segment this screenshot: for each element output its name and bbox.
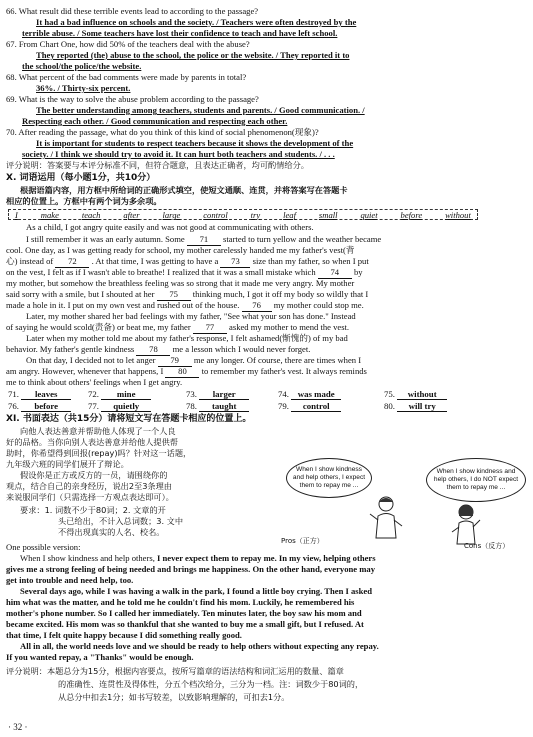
question-67: 67. From Chart One, how did 50% of the teachers deal with the abuse? <box>6 39 250 49</box>
passage-line: On that day, I decided not to let anger 79 me any longer. Of course, there are times when I <box>26 355 362 365</box>
answer-74: 74. was made <box>278 389 341 400</box>
page-number: · 32 · <box>8 722 28 732</box>
essay-line: Several days ago, while I was having a walk in the park, I found a little boy crying. Then I asked <box>20 586 372 596</box>
answer-66-line1: It had a bad influence on schools and the society. / Teachers were often destroyed by the <box>36 17 357 27</box>
word-box-item: leaf <box>283 209 296 220</box>
passage-line: As a child, I got angry quite easily and was not good at communicating with others. <box>26 222 314 232</box>
cons-label: Cons（反方） <box>464 542 510 550</box>
passage-line: on the vest, I felt as if I wasn't able to breathe! I realized that it was a small mistake which 74 by <box>6 267 363 277</box>
blank-79: 79 <box>158 355 192 367</box>
word-box-item: after <box>123 209 140 220</box>
essay-line: that time, I felt quite happy because I did something really good. <box>6 630 242 640</box>
answer-69-line1: The better understanding among teachers, students and parents. / Good communication. / <box>36 105 365 115</box>
answer-70-line1: It is important for students to respect teachers because it shows the development of the <box>36 138 354 148</box>
pros-speech-bubble: When I show kindness and help others, I expect them to repay me ... <box>286 458 372 498</box>
answer-68: 36%. / Thirty-six percent. <box>36 83 131 93</box>
passage-line: am angry. However, whenever that happens, I 80 to remember my father's vest. It always reminds <box>6 366 367 376</box>
cons-student-illustration <box>446 502 486 546</box>
word-box-item: large <box>162 209 181 220</box>
task-text: 好的品格。当你向别人表达善意并给他人提供帮 <box>6 437 178 447</box>
passage-line: of saying he would scold(责备) or beat me, my father 77 asked my mother to mend the vest. <box>6 322 350 332</box>
answer-66-line2: terrible abuse. / Some teachers have lost their confidence to teach and have left school. <box>22 28 338 38</box>
word-box-item: try <box>250 209 261 220</box>
blank-76: 76 <box>242 300 272 312</box>
passage-line: cool. One day, as I was getting ready for school, my mother carelessly handed me my father's vest(背 <box>6 245 355 255</box>
question-70: 70. After reading the passage, what do you think of this kind of social phenomenon(现象)? <box>6 127 319 137</box>
passage-line: 心) instead of 72 . At that time, I was getting to have a 73 size than my father, so when I put <box>6 256 369 266</box>
blank-73: 73 <box>220 256 250 268</box>
answer-70-line2: society. / I think we should try to avoid it. It can hurt both teachers and students. / . . . <box>22 149 335 159</box>
blank-78: 78 <box>136 344 170 356</box>
question-66: 66. What result did these terrible events lead to according to the passage? <box>6 6 259 16</box>
requirement-text: 不得出现真实的人名、校名。 <box>58 527 165 537</box>
requirement-text: 要求：1. 词数不少于80词；2. 文章的开 <box>20 505 166 515</box>
essay-line: get into trouble and need help, too. <box>6 575 134 585</box>
answer-78: 78. taught <box>186 401 249 412</box>
answer-73: 73. larger <box>186 389 249 400</box>
answer-80: 80. will try <box>384 401 447 412</box>
answer-69-line2: Respecting each other. / Good communication and respecting each other. <box>22 116 288 126</box>
scoring-note: 评分说明：本题总分为15分，根据内容要点，按所写篇章的语法结构和词汇运用的数量、篇章 <box>6 666 344 676</box>
essay-label: One possible version: <box>6 542 81 552</box>
passage-line: said sorry with a smile, but I shouted at her 75 thinking much, I got it off my body so wildly that I <box>6 289 369 299</box>
passage-line: Later, my mother shared her bad feelings with my father, "See what your son has done." Instead <box>26 311 356 321</box>
scoring-note: 从总分中扣去1分；如书写较差，以致影响理解的，可扣去1分。 <box>58 692 290 702</box>
essay-line: When I show kindness and help others, I never expect them to repay me. In my view, helping others <box>20 553 376 563</box>
task-text: 助时，你希望得到回报(repay)吗？针对这一话题， <box>6 448 192 458</box>
blank-74: 74 <box>318 267 352 279</box>
word-box-item: quiet <box>360 209 378 220</box>
essay-line: him what was the matter, and he told me he couldn't find his mom. Luckily, he remembered his <box>6 597 355 607</box>
task-text: 观点，结合自己的亲身经历，说出2至3条理由 <box>6 481 172 491</box>
word-box-item: before <box>400 209 423 220</box>
passage-line: behavior. My father's gentle kindness 78 me a lesson which I would never forget. <box>6 344 311 354</box>
word-box-item: I <box>15 209 18 220</box>
answer-72: 72. mine <box>88 389 151 400</box>
answer-75: 75. without <box>384 389 447 400</box>
pros-student-illustration <box>366 494 406 540</box>
answer-77: 77. quietly <box>88 401 151 412</box>
blank-75: 75 <box>157 289 191 301</box>
task-text: 来说服同学们（只需选择一方观点表达即可）。 <box>6 492 174 502</box>
essay-line: gives me a strong feeling of being needed and brings me happiness. On the other hand, everyone may <box>6 564 375 574</box>
word-box-item: teach <box>81 209 101 220</box>
word-box-item: control <box>203 209 228 220</box>
blank-71: 71 <box>187 234 221 246</box>
passage-line: Later when my mother told me about my father's response, I felt ashamed(惭愧的) of my bad <box>26 333 348 343</box>
section-xi-title: XI. 书面表达（共15分）请将短文写在答题卡相应的位置上。 <box>6 414 252 424</box>
word-box-item: small <box>318 209 338 220</box>
section-x-title: X. 词语运用（每小题1分，共10分） <box>6 173 156 183</box>
cons-speech-bubble: When I show kindness and help others, I do NOT expect them to repay me ... <box>426 458 526 502</box>
passage-line: made a hole in it. I put on my own vest and rushed out of the house. 76 my mother could stop me. <box>6 300 364 310</box>
section-x-instruction-1: 根据语篇内容，用方框中所给词的正确形式填空，使短文通顺、连贯，并将答案写在答题卡 <box>20 185 348 195</box>
task-text: 向他人表达善意并帮助他人体现了一个人良 <box>20 426 176 436</box>
requirement-text: 头已给出，不计入总词数；3. 文中 <box>58 516 184 526</box>
section-x-instruction-2: 相应的位置上。方框中有两个词为多余项。 <box>6 196 162 206</box>
pros-label: Pros（正方） <box>281 537 324 545</box>
question-69: 69. What is the way to solve the abuse problem according to the passage? <box>6 94 259 104</box>
word-box <box>8 209 478 220</box>
passage-line: me to think about others' feelings when I get angry. <box>6 377 183 387</box>
passage-line: my mother, but somehow the breathless feeling was so strong that it made me very angry. My mother <box>6 278 355 288</box>
blank-77: 77 <box>193 322 227 334</box>
task-text: 九年级六班的同学们展开了辩论。 <box>6 459 129 469</box>
answer-67-line2: the school/the police/the website. <box>22 61 142 71</box>
essay-line: became excited. His mom was so thankful that she wanted to buy me a small gift, but I refused. At <box>6 619 364 629</box>
answer-71: 71. leaves <box>8 389 71 400</box>
essay-line: All in all, the world needs love and we should be ready to help others without expecting any repay. <box>20 641 379 651</box>
word-box-item: make <box>40 209 59 220</box>
essay-line: If you wanted repay, a "Thanks" would be enough. <box>6 652 194 662</box>
answer-67-line1: They reported (the) abuse to the school, the police or the website. / They reported it to <box>36 50 350 60</box>
task-text: 假设你是正方或反方的一员，请围绕你的 <box>20 470 168 480</box>
answer-76: 76. before <box>8 401 71 412</box>
word-box-item: without <box>445 209 471 220</box>
scoring-note-70: 评分说明：答案要与本评分标准不同，但符合题意，且表达正确者，均可酌情给分。 <box>6 160 309 170</box>
essay-line: mother's phone number. So I called her immediately. Ten minutes later, the boy saw his mom and <box>6 608 362 618</box>
passage-line: I still remember it was an early autumn. Some 71 started to turn yellow and the weather became <box>26 234 382 244</box>
question-68: 68. What percent of the bad comments were made by parents in total? <box>6 72 247 82</box>
blank-72: 72 <box>55 256 89 268</box>
answer-79: 79. control <box>278 401 341 412</box>
blank-80: 80 <box>165 366 199 378</box>
scoring-note: 的准确性、连贯性及得体性，分五个档次给分，三分为一档。注：词数少于80词的， <box>58 679 364 689</box>
